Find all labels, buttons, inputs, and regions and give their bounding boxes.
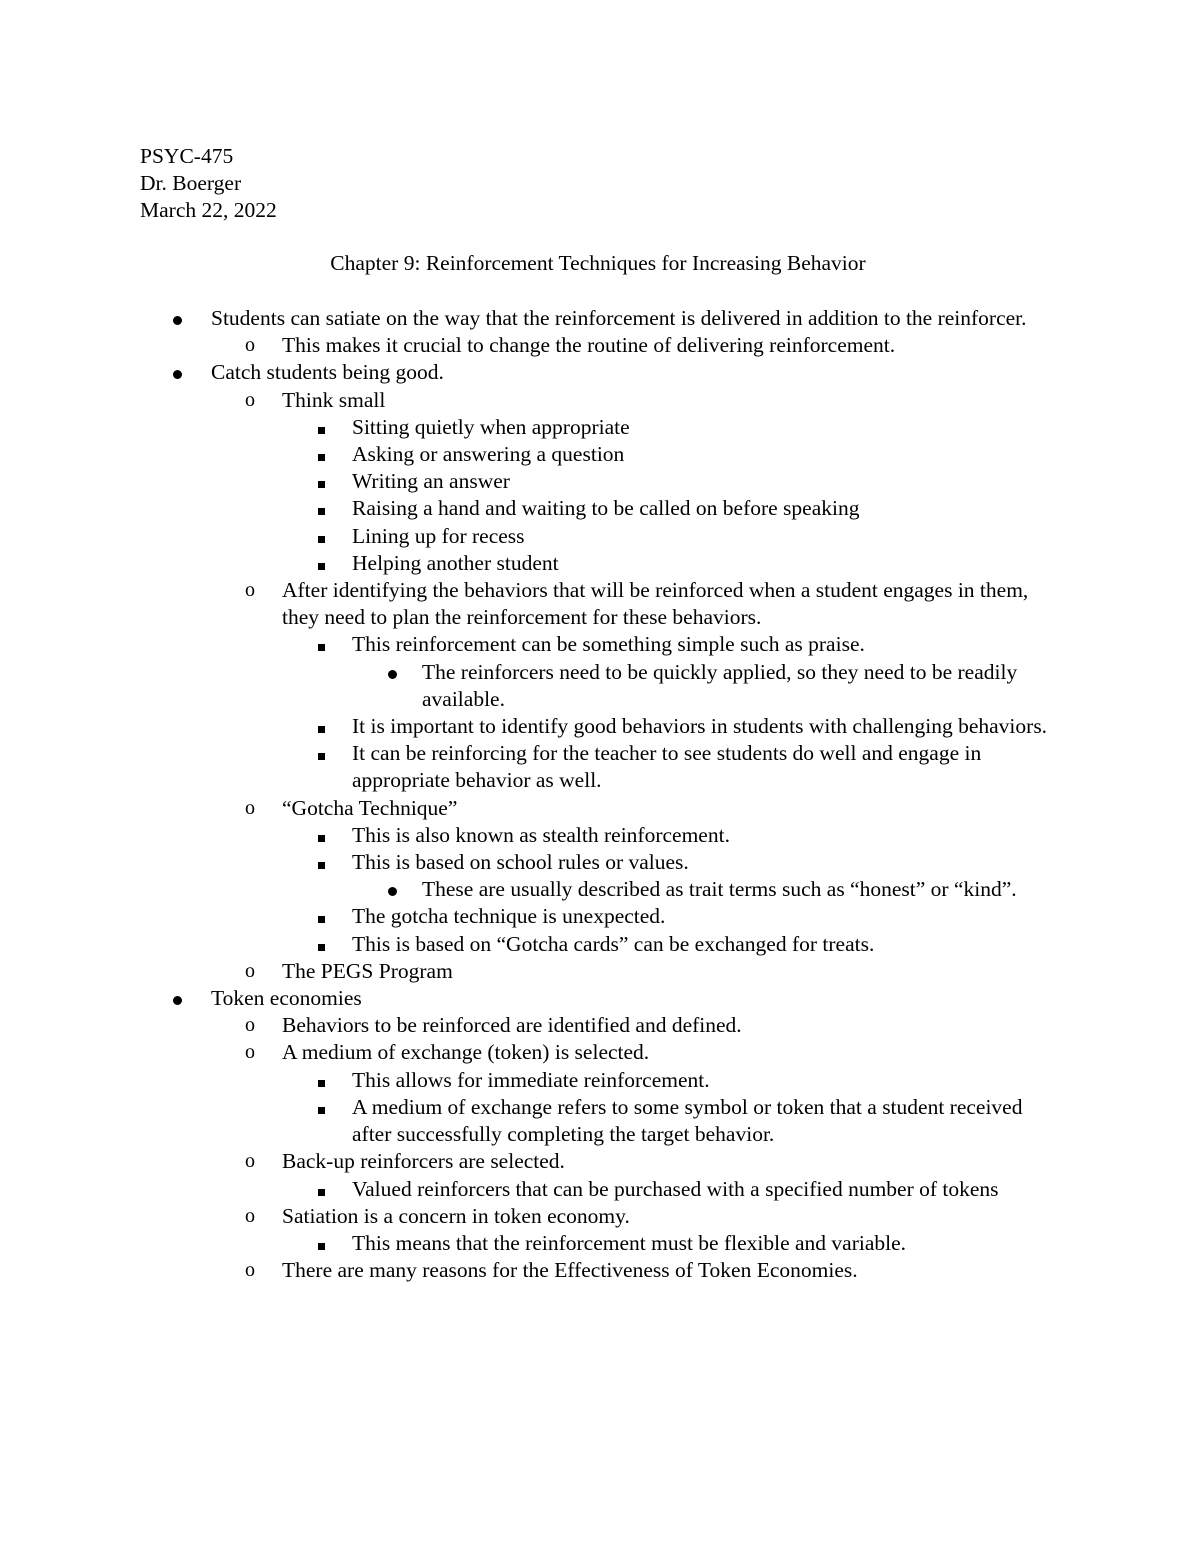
outline-item-text: Satiation is a concern in token economy.: [282, 1203, 630, 1228]
outline-item-text: A medium of exchange (token) is selected.: [282, 1040, 650, 1065]
outline-item-level-1: [0, 305, 1200, 332]
outline-item-text: Lining up for recess: [352, 523, 525, 548]
bullet-square-icon: [318, 468, 325, 495]
outline-item-level-3: [0, 931, 1200, 958]
outline-item-text: This reinforcement can be something simple such as praise.: [352, 632, 865, 657]
outline-item-level-3: [0, 713, 1200, 740]
outline-item-text: This allows for immediate reinforcement.: [352, 1067, 710, 1092]
outline-item-level-2: [0, 1257, 1200, 1284]
outline-item-level-3: [0, 1176, 1200, 1203]
outline-item-level-1: [0, 985, 1200, 1012]
bullet-square-icon: [318, 523, 325, 550]
bullet-circle-icon: o: [245, 796, 255, 819]
bullet-square-icon: [318, 822, 325, 849]
outline-item-text: Helping another student: [352, 550, 559, 575]
bullet-square-icon: [318, 849, 325, 876]
outline-item-text: This is based on “Gotcha cards” can be exchanged for treats.: [352, 931, 875, 956]
outline-item-level-3: [0, 631, 1200, 658]
outline-item-level-2: [0, 1148, 1200, 1175]
bullet-square-icon: [318, 1067, 325, 1094]
bullet-square-icon: [318, 1094, 325, 1121]
bullet-dot-icon: [173, 359, 182, 386]
outline-item-level-3: [0, 903, 1200, 930]
outline-item-text: Writing an answer: [352, 469, 510, 494]
outline-item-level-2: [0, 958, 1200, 985]
bullet-circle-icon: o: [245, 1259, 255, 1282]
outline-item-level-3: [0, 414, 1200, 441]
bullet-circle-icon: o: [245, 1150, 255, 1173]
outline-item-level-3: [0, 1067, 1200, 1094]
outline-item-level-3: [0, 822, 1200, 849]
bullet-circle-icon: o: [245, 388, 255, 411]
outline-item-level-3: [0, 468, 1200, 495]
outline-item-text: This means that the reinforcement must be flexible and variable.: [352, 1230, 907, 1255]
outline-item-level-3: [0, 441, 1200, 468]
outline-item-text: Raising a hand and waiting to be called on before speaking: [352, 496, 860, 521]
outline-item-level-2: [0, 795, 1200, 822]
outline-item-text: Sitting quietly when appropriate: [352, 414, 630, 439]
bullet-dot-icon: [388, 876, 397, 903]
bullet-circle-icon: o: [245, 334, 255, 357]
outline-item-text: After identifying the behaviors that will be reinforced when a student engages in them, they need to plan the reinforcement for these behaviors.: [282, 578, 1029, 630]
outline-item-text: These are usually described as trait terms such as “honest” or “kind”.: [422, 877, 1017, 902]
outline-item-level-3: [0, 550, 1200, 577]
bullet-square-icon: [318, 1230, 325, 1257]
outline-item-text: The reinforcers need to be quickly applied, so they need to be readily available.: [422, 659, 1018, 711]
bullet-dot-icon: [388, 659, 397, 686]
bullet-square-icon: [318, 740, 325, 767]
bullet-dot-icon: [173, 305, 182, 332]
bullet-square-icon: [318, 550, 325, 577]
notes-outline: [0, 305, 1200, 1284]
outline-item-text: A medium of exchange refers to some symbol or token that a student received after successfully completing the target behavior.: [352, 1094, 1023, 1147]
outline-item-level-3: [0, 523, 1200, 550]
outline-item-text: This is also known as stealth reinforcement.: [352, 822, 730, 847]
document-title: Chapter 9: Reinforcement Techniques for Increasing Behavior: [330, 251, 866, 275]
outline-item-text: This is based on school rules or values.: [352, 850, 689, 875]
bullet-dot-icon: [173, 985, 182, 1012]
outline-item-text: “Gotcha Technique”: [282, 795, 458, 820]
outline-item-level-2: [0, 1012, 1200, 1039]
bullet-square-icon: [318, 931, 325, 958]
bullet-square-icon: [318, 713, 325, 740]
outline-item-text: Token economies: [211, 986, 362, 1011]
bullet-circle-icon: o: [245, 579, 255, 602]
bullet-square-icon: [318, 903, 325, 930]
outline-item-text: Valued reinforcers that can be purchased with a specified number of tokens: [352, 1176, 999, 1201]
outline-item-text: The PEGS Program: [282, 958, 453, 983]
bullet-square-icon: [318, 631, 325, 658]
bullet-circle-icon: o: [245, 1041, 255, 1064]
outline-item-text: Back-up reinforcers are selected.: [282, 1149, 565, 1174]
outline-item-text: Students can satiate on the way that the reinforcement is delivered in addition to the reinforcer.: [211, 306, 1027, 330]
outline-item-level-2: [0, 332, 1200, 359]
outline-item-text: This makes it crucial to change the routine of delivering reinforcement.: [282, 333, 896, 358]
outline-item-level-3: [0, 495, 1200, 522]
outline-item-text: There are many reasons for the Effectiveness of Token Economies.: [282, 1258, 858, 1283]
bullet-circle-icon: o: [245, 959, 255, 982]
outline-item-text: Catch students being good.: [211, 360, 444, 385]
bullet-square-icon: [318, 495, 325, 522]
outline-item-level-2: [0, 577, 1200, 631]
outline-item-level-2: [0, 387, 1200, 414]
bullet-square-icon: [318, 441, 325, 468]
outline-item-level-3: [0, 1094, 1200, 1148]
bullet-square-icon: [318, 414, 325, 441]
outline-item-level-1: [0, 359, 1200, 386]
outline-item-text: It can be reinforcing for the teacher to see students do well and engage in appropriate behavior as well.: [352, 741, 982, 793]
outline-item-text: Think small: [282, 387, 386, 412]
outline-item-level-3: [0, 740, 1200, 794]
outline-item-level-2: [0, 1039, 1200, 1066]
outline-item-level-2: [0, 1203, 1200, 1230]
bullet-circle-icon: o: [245, 1014, 255, 1037]
outline-item-text: It is important to identify good behaviors in students with challenging behaviors.: [352, 714, 1048, 739]
course-code: PSYC-475: [140, 144, 234, 168]
bullet-circle-icon: o: [245, 1204, 255, 1227]
outline-item-level-4: [0, 876, 1200, 903]
outline-item-level-3: [0, 1230, 1200, 1257]
outline-item-text: Asking or answering a question: [352, 442, 625, 467]
document-date: March 22, 2022: [140, 198, 277, 222]
outline-item-text: Behaviors to be reinforced are identified and defined.: [282, 1013, 742, 1038]
bullet-square-icon: [318, 1176, 325, 1203]
outline-item-text: The gotcha technique is unexpected.: [352, 904, 666, 929]
instructor-name: Dr. Boerger: [140, 171, 242, 195]
outline-item-level-3: [0, 849, 1200, 876]
outline-item-level-4: [0, 659, 1200, 713]
